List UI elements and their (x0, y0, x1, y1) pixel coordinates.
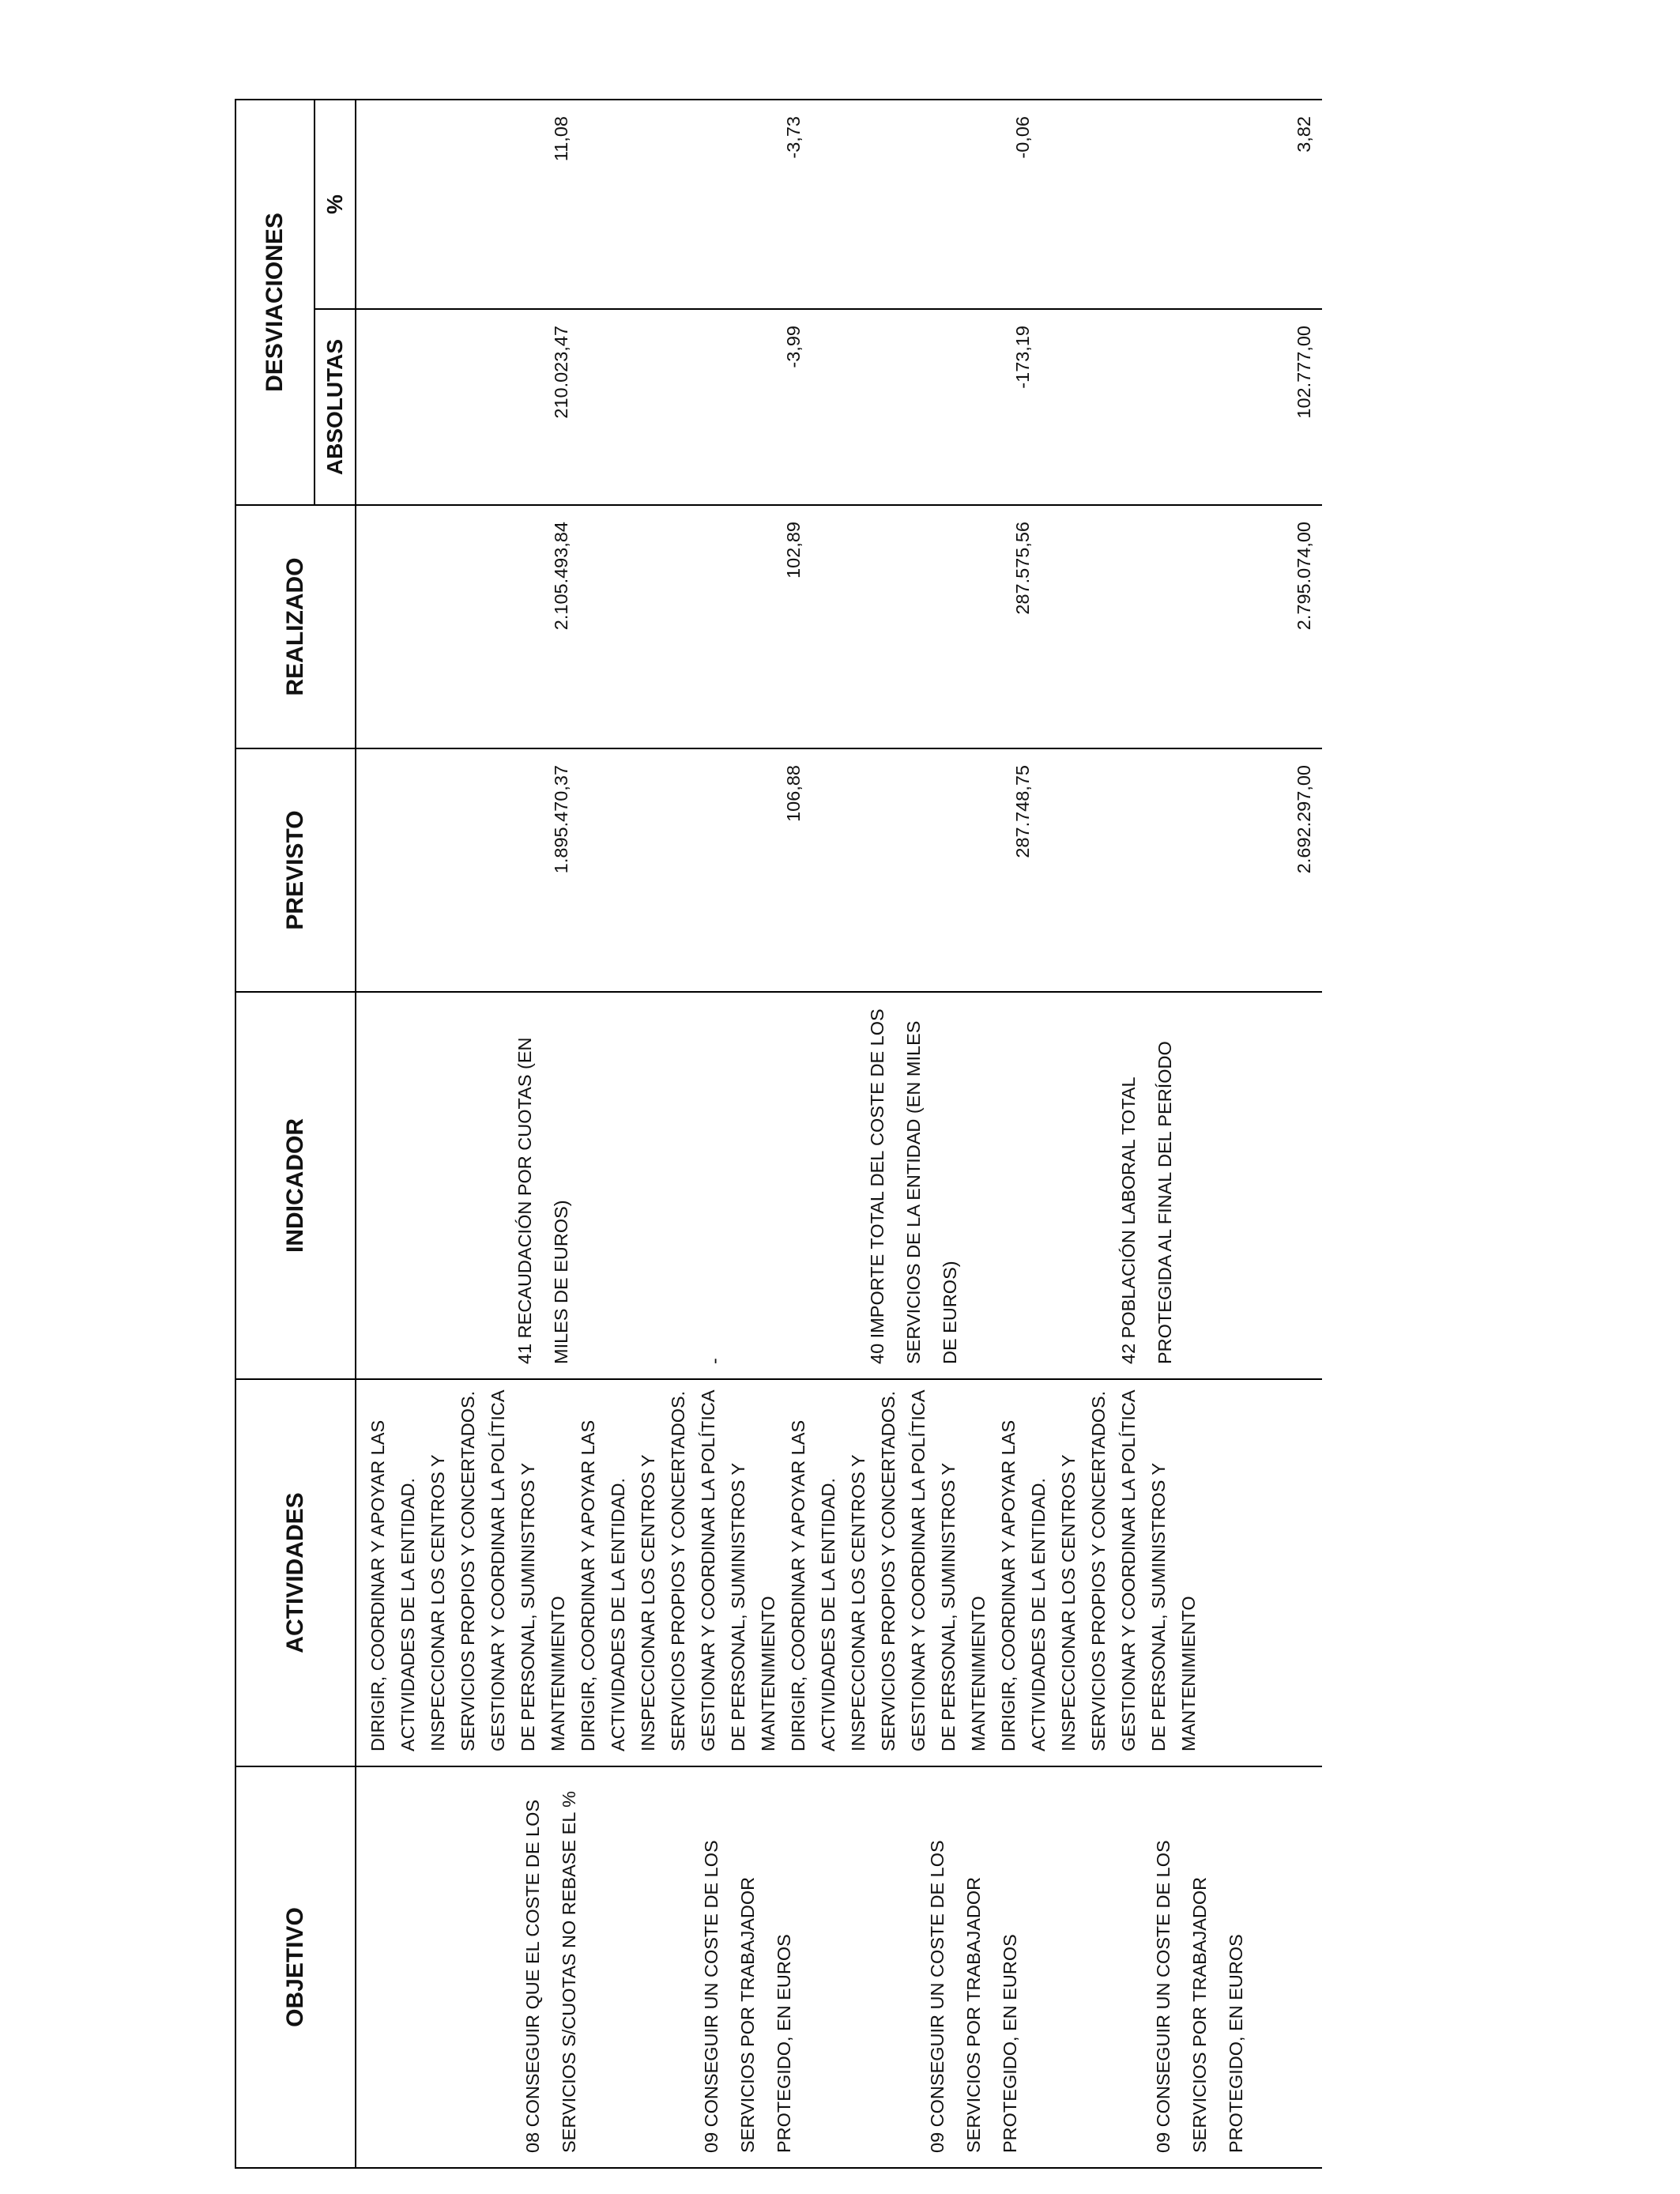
previsto-cell (356, 748, 1322, 992)
actividad-2-2: ACTIVIDADES DE LA ENTIDAD. (608, 1477, 628, 1751)
objetivo-2-line-3: PROTEGIDO, EN EUROS (774, 1934, 794, 2153)
header-actividades: ACTIVIDADES (235, 1379, 356, 1766)
actividad-4-5: GESTIONAR Y COORDINAR LA POLÍTICA (1118, 1389, 1139, 1751)
header-desviaciones: DESVIACIONES (235, 100, 315, 505)
realizado-3: 287.575,56 (1012, 522, 1033, 615)
absolutas-4: 102.777,00 (1294, 326, 1314, 419)
porcentaje-1: 11,08 (551, 116, 571, 162)
absolutas-2: -3,99 (783, 326, 804, 368)
actividades-cell (356, 1379, 1322, 1766)
actividad-3-4: SERVICIOS PROPIOS Y CONCERTADOS. (878, 1390, 898, 1751)
objetivo-4-line-1: 09 CONSEGUIR UN COSTE DE LOS (1153, 1840, 1173, 2153)
indicador-4-line-2: PROTEGIDA AL FINAL DEL PERÍODO (1155, 1041, 1175, 1364)
porcentaje-cell (356, 100, 1322, 309)
actividad-1-4: SERVICIOS PROPIOS Y CONCERTADOS. (458, 1390, 478, 1751)
realizado-cell (356, 505, 1322, 748)
actividad-1-5: GESTIONAR Y COORDINAR LA POLÍTICA (488, 1389, 508, 1751)
objetivo-2-line-1: 09 CONSEGUIR UN COSTE DE LOS (701, 1840, 721, 2153)
porcentaje-4: 3,82 (1294, 116, 1314, 153)
actividad-3-6: DE PERSONAL, SUMINISTROS Y (938, 1462, 959, 1751)
header-absolutas: ABSOLUTAS (315, 309, 356, 505)
actividad-4-6: DE PERSONAL, SUMINISTROS Y (1148, 1462, 1169, 1751)
porcentaje-2: -3,73 (783, 116, 804, 159)
previsto-2: 106,88 (783, 765, 804, 822)
porcentaje-3: -0,06 (1012, 116, 1033, 159)
actividad-2-1: DIRIGIR, COORDINAR Y APOYAR LAS (578, 1419, 598, 1751)
indicador-3-line-3: DE EUROS) (940, 1261, 960, 1364)
actividad-1-3: INSPECCIONAR LOS CENTROS Y (428, 1454, 448, 1751)
header-realizado: REALIZADO (235, 505, 356, 748)
header-objetivo: OBJETIVO (235, 1766, 356, 2168)
indicador-3-line-1: 40 IMPORTE TOTAL DEL COSTE DE LOS (867, 1008, 887, 1364)
actividad-1-7: MANTENIMIENTO (548, 1596, 568, 1751)
objetivo-1-line-1: 08 CONSEGUIR QUE EL COSTE DE LOS (522, 1799, 543, 2153)
actividad-1-6: DE PERSONAL, SUMINISTROS Y (518, 1462, 538, 1751)
actividad-3-3: INSPECCIONAR LOS CENTROS Y (848, 1454, 868, 1751)
absolutas-3: -173,19 (1012, 326, 1033, 389)
actividad-4-7: MANTENIMIENTO (1178, 1596, 1199, 1751)
objetivo-3-line-3: PROTEGIDO, EN EUROS (1000, 1934, 1020, 2153)
objetivo-3-line-2: SERVICIOS POR TRABAJADOR (963, 1876, 984, 2153)
actividad-1-2: ACTIVIDADES DE LA ENTIDAD. (397, 1477, 418, 1751)
actividad-2-6: DE PERSONAL, SUMINISTROS Y (728, 1462, 748, 1751)
actividad-2-4: SERVICIOS PROPIOS Y CONCERTADOS. (668, 1390, 688, 1751)
indicador-2-line-1: - (704, 1358, 725, 1364)
previsto-4: 2.692.297,00 (1294, 765, 1314, 874)
absolutas-cell (356, 309, 1322, 505)
objetivo-4-line-2: SERVICIOS POR TRABAJADOR (1189, 1876, 1210, 2153)
actividad-2-5: GESTIONAR Y COORDINAR LA POLÍTICA (698, 1389, 718, 1751)
header-previsto: PREVISTO (235, 748, 356, 992)
previsto-3: 287.748,75 (1012, 765, 1033, 858)
actividad-3-1: DIRIGIR, COORDINAR Y APOYAR LAS (788, 1419, 808, 1751)
actividad-3-5: GESTIONAR Y COORDINAR LA POLÍTICA (908, 1389, 929, 1751)
indicador-1-line-2: MILES DE EUROS) (551, 1200, 571, 1364)
actividad-4-1: DIRIGIR, COORDINAR Y APOYAR LAS (998, 1419, 1019, 1751)
indicador-1-line-1: 41 RECAUDACIÓN POR CUOTAS (EN (514, 1037, 535, 1364)
table-body-row (356, 100, 1322, 2168)
objetivo-4-line-3: PROTEGIDO, EN EUROS (1226, 1934, 1246, 2153)
indicador-3-line-2: SERVICIOS DE LA ENTIDAD (EN MILES (903, 1020, 924, 1364)
actividad-4-4: SERVICIOS PROPIOS Y CONCERTADOS. (1088, 1390, 1109, 1751)
previsto-1: 1.895.470,37 (551, 765, 571, 874)
actividad-2-3: INSPECCIONAR LOS CENTROS Y (638, 1454, 658, 1751)
indicador-4-line-1: 42 POBLACIÓN LABORAL TOTAL (1118, 1076, 1139, 1364)
actividad-2-7: MANTENIMIENTO (758, 1596, 778, 1751)
absolutas-1: 210.023,47 (551, 326, 571, 419)
indicador-cell (356, 992, 1322, 1379)
header-indicador: INDICADOR (235, 992, 356, 1379)
objetivo-3-line-1: 09 CONSEGUIR UN COSTE DE LOS (927, 1840, 947, 2153)
actividad-4-3: INSPECCIONAR LOS CENTROS Y (1058, 1454, 1079, 1751)
actividad-1-1: DIRIGIR, COORDINAR Y APOYAR LAS (367, 1419, 388, 1751)
objetivo-cell (356, 1766, 1322, 2168)
actividad-4-2: ACTIVIDADES DE LA ENTIDAD. (1028, 1477, 1049, 1751)
objetivo-2-line-2: SERVICIOS POR TRABAJADOR (737, 1876, 758, 2153)
actividad-3-7: MANTENIMIENTO (968, 1596, 989, 1751)
table-container (235, 100, 1314, 2169)
objectives-table (235, 99, 1322, 2169)
header-porcentaje: % (315, 100, 356, 309)
realizado-2: 102,89 (783, 522, 804, 579)
realizado-1: 2.105.493,84 (551, 522, 571, 631)
objetivo-1-line-2: SERVICIOS S/CUOTAS NO REBASE EL % (559, 1791, 579, 2153)
realizado-4: 2.795.074,00 (1294, 522, 1314, 631)
actividad-3-2: ACTIVIDADES DE LA ENTIDAD. (818, 1477, 838, 1751)
